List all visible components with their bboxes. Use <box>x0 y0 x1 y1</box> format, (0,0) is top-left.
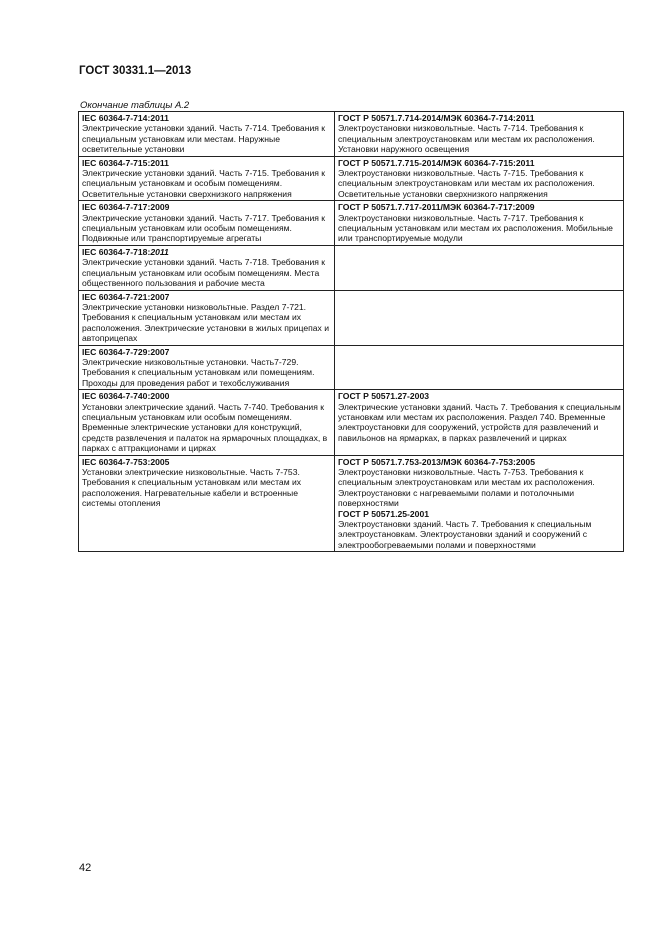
table-caption: Окончание таблицы А.2 <box>80 100 190 111</box>
national-standard-cell <box>335 455 624 552</box>
standard-code <box>82 292 332 302</box>
international-standard-cell <box>79 390 335 455</box>
national-standard-cell <box>335 156 624 201</box>
standard-code: ГОСТ Р 50571.7.717-2011/МЭК 60364-7-717:2009 <box>338 202 535 213</box>
standard-code <box>82 347 332 357</box>
standard-code <box>82 158 332 168</box>
standard-code <box>82 247 332 257</box>
standard-code: ГОСТ Р 50571.25-2001 <box>338 508 430 519</box>
national-standard-cell <box>335 245 624 290</box>
standard-code-text: IEC 60364-7-721:2007 <box>82 291 170 302</box>
international-standard-cell <box>79 455 335 552</box>
standard-title: Электроустановки низковольтные. Часть 7-753. Требования к специальным электроустановкам или местам их расположения. Электроустановки с нагреваемыми полами и потолочными поверхностями <box>338 467 595 509</box>
national-standard-cell <box>335 390 624 455</box>
standard-title: Электроустановки низковольтные. Часть 7-715. Требования к специальным электроустановкам или местам их расположения. Осветительные установки сверхнизкого напряжения <box>338 168 595 199</box>
standard-code: ГОСТ Р 50571.7.753-2013/МЭК 60364-7-753:2005 <box>338 456 535 467</box>
standard-code <box>82 202 332 212</box>
table-row <box>79 201 624 246</box>
table-row <box>79 345 624 390</box>
page-number: 42 <box>79 862 92 874</box>
standard-title: Электроустановки зданий. Часть 7. Требования к специальным электроустановкам. Электроустановки зданий и сооружений с электрообогреваемыми полами и поверхностями <box>338 519 592 550</box>
standard-code-text: IEC 60364-7-718: <box>82 246 151 257</box>
standard-code-text: IEC 60364-7-717:2009 <box>82 202 170 213</box>
standard-title: Электрические установки зданий. Часть 7-717. Требования к специальным установкам или особым помещениям. Подвижные или транспортируемые агрегаты <box>82 212 326 244</box>
standard-code-text: IEC 60364-7-714:2011 <box>82 113 169 123</box>
table-row <box>79 455 624 552</box>
table-row <box>79 290 624 345</box>
international-standard-cell <box>79 112 335 157</box>
international-standard-cell <box>79 245 335 290</box>
standards-table <box>78 111 624 552</box>
standard-code <box>82 457 332 467</box>
standard-title: Электроустановки низковольтные. Часть 7-714. Требования к специальным электроустановкам или местам их расположения. Установки наружного освещения <box>338 123 595 155</box>
standard-title: Установки электрические низковольтные. Часть 7-753. Требования к специальным установкам или местам их расположения. Нагревательные кабели и встроенные системы отопления <box>82 467 302 509</box>
standard-title: Электрические установки зданий. Часть 7-714. Требования к специальным установкам или местам. Наружные осветительные установки <box>82 123 326 155</box>
standard-code: ГОСТ Р 50571.7.714-2014/МЭК 60364-7-714:2011 <box>338 113 535 123</box>
table-row <box>79 156 624 201</box>
standard-code-text: IEC 60364-7-740:2000 <box>82 391 170 402</box>
standard-code <box>82 391 332 401</box>
national-standard-cell <box>335 201 624 246</box>
international-standard-cell <box>79 345 335 390</box>
standard-code-year: 2011 <box>150 246 169 257</box>
table-row <box>79 245 624 290</box>
international-standard-cell <box>79 290 335 345</box>
national-standard-cell <box>335 290 624 345</box>
table-row <box>79 112 624 157</box>
national-standard-cell <box>335 345 624 390</box>
standard-code-text: IEC 60364-7-729:2007 <box>82 346 170 357</box>
document-header: ГОСТ 30331.1—2013 <box>79 65 192 77</box>
international-standard-cell <box>79 156 335 201</box>
standard-title: Электрические низковольтные установки. Часть7-729. Требования к специальным установкам или помещениям. Проходы для проведения работ и техобслуживания <box>82 356 315 388</box>
standard-code-text: IEC 60364-7-715:2011 <box>82 157 169 168</box>
standard-title: Установки электрические зданий. Часть 7-740. Требования к специальным установкам или особым помещениям. Временные электрические установки для конструкций, средств развлечения и палаток на ярмарочных площадках, в парках с аттракционами и цирках <box>82 401 328 454</box>
international-standard-cell <box>79 201 335 246</box>
standard-title: Электрические установки зданий. Часть 7. Требования к специальным установкам или местам их расположения. Раздел 740. Временные электроустановки для сооружений, устройств для развлечений и павильонов на ярмарках, в парках развлечений и цирках <box>338 401 621 443</box>
standard-code: ГОСТ Р 50571.27-2003 <box>338 391 430 402</box>
table-row <box>79 390 624 455</box>
standard-title: Электрические установки зданий. Часть 7-718. Требования к специальным установкам или особым помещениям. Места общественного пользования и рабочие места <box>82 257 326 289</box>
standard-title: Электрические установки зданий. Часть 7-715. Требования к специальным установкам и особым помещениям. Осветительные установки сверхнизкого напряжения <box>82 168 326 199</box>
standard-title: Электроустановки низковольтные. Часть 7-717. Требования к специальным установкам или местам их расположения. Мобильные или транспортируемые модули <box>338 212 613 244</box>
standard-title: Электрические установки низковольтные. Раздел 7-721. Требования к специальным установкам или местам их расположения. Электрические установки в жилых прицепах и автоприцепах <box>82 301 330 344</box>
standard-code-text: IEC 60364-7-753:2005 <box>82 456 170 467</box>
standard-code: ГОСТ Р 50571.7.715-2014/МЭК 60364-7-715:2011 <box>338 157 535 168</box>
national-standard-cell <box>335 112 624 157</box>
standard-code <box>82 113 332 123</box>
